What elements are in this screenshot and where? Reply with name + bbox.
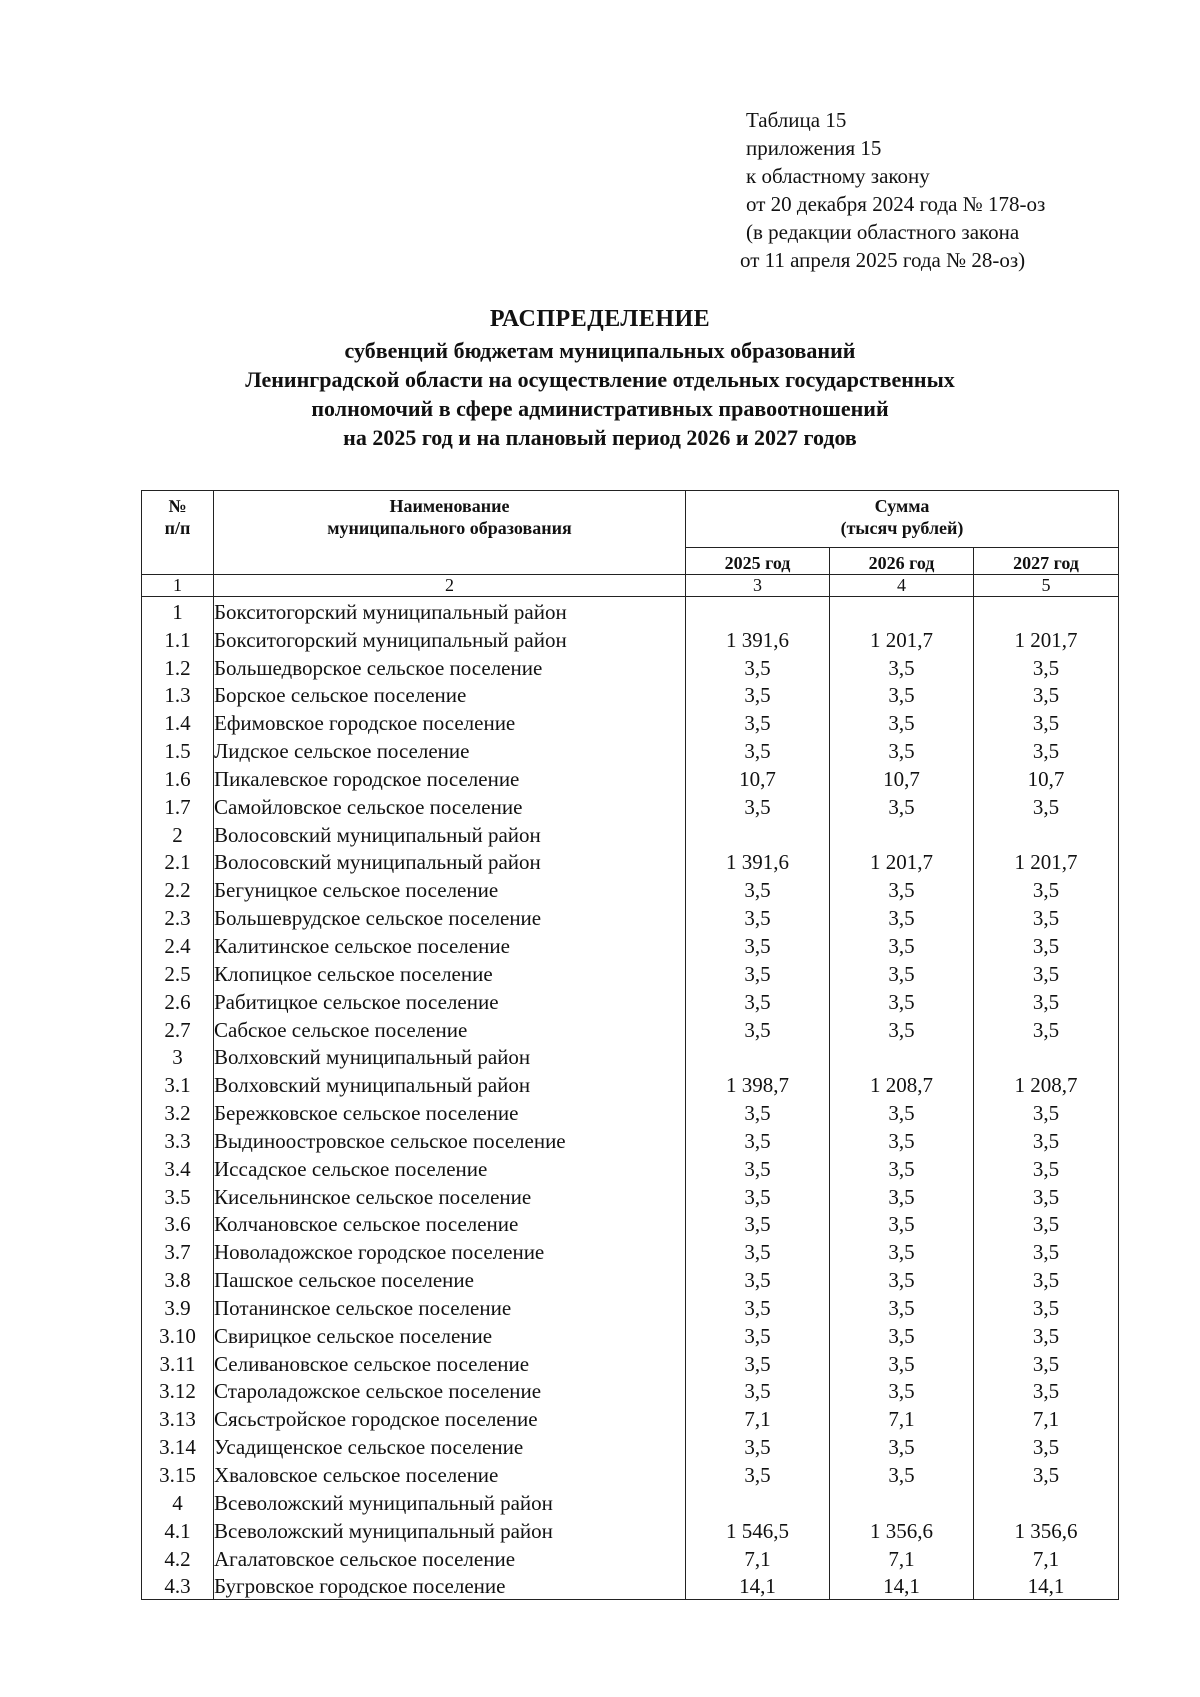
column-numbers-row: [142, 575, 1119, 597]
header-sum: Сумма (тысяч рублей): [686, 491, 1119, 548]
amount-2027: [974, 1488, 1119, 1516]
amount-2026: 3,5: [830, 681, 974, 709]
row-number: 3.15: [142, 1460, 214, 1488]
municipality-name: Бережковское сельское поселение: [214, 1098, 686, 1126]
municipality-name: Бокситогорский муниципальный район: [214, 597, 686, 625]
municipality-name: Пашское сельское поселение: [214, 1265, 686, 1293]
amount-2026: 3,5: [830, 987, 974, 1015]
table-row: [142, 1544, 1119, 1572]
municipality-name: Пикалевское городское поселение: [214, 764, 686, 792]
amount-2026: 14,1: [830, 1572, 974, 1600]
municipality-name: Сясьстройское городское поселение: [214, 1404, 686, 1432]
row-number: 1.1: [142, 625, 214, 653]
amount-2025: 14,1: [686, 1572, 830, 1600]
row-number: 3.13: [142, 1404, 214, 1432]
amount-2027: 7,1: [974, 1404, 1119, 1432]
column-number: 4: [830, 575, 974, 597]
title-line: полномочий в сфере административных правоотношений: [311, 396, 889, 421]
row-number: 3.12: [142, 1377, 214, 1405]
municipality-name: Клопицкое сельское поселение: [214, 959, 686, 987]
amount-2027: 3,5: [974, 987, 1119, 1015]
row-number: 3.3: [142, 1126, 214, 1154]
amount-2025: 3,5: [686, 1377, 830, 1405]
distribution-table: [141, 490, 1119, 1600]
table-row: [142, 1126, 1119, 1154]
amount-2025: 3,5: [686, 1015, 830, 1043]
amount-2025: 3,5: [686, 1210, 830, 1238]
amount-2027: 3,5: [974, 653, 1119, 681]
header-year-2026: 2026 год: [830, 548, 974, 575]
municipality-name: Волховский муниципальный район: [214, 1070, 686, 1098]
amount-2027: 3,5: [974, 736, 1119, 764]
amount-2027: 7,1: [974, 1544, 1119, 1572]
row-number: 3.14: [142, 1432, 214, 1460]
row-number: 3.11: [142, 1349, 214, 1377]
amount-2026: 3,5: [830, 1293, 974, 1321]
municipality-name: Борское сельское поселение: [214, 681, 686, 709]
column-number: 2: [214, 575, 686, 597]
table-row: [142, 681, 1119, 709]
row-number: 1.5: [142, 736, 214, 764]
title-line: субвенций бюджетам муниципальных образований: [344, 338, 856, 363]
table-row: [142, 931, 1119, 959]
amount-2025: [686, 1043, 830, 1071]
row-number: 3.7: [142, 1237, 214, 1265]
table-row: [142, 1015, 1119, 1043]
municipality-name: Селивановское сельское поселение: [214, 1349, 686, 1377]
amount-2026: 3,5: [830, 1126, 974, 1154]
amount-2027: 3,5: [974, 1460, 1119, 1488]
row-number: 2.7: [142, 1015, 214, 1043]
table-row: [142, 1404, 1119, 1432]
row-number: 3.8: [142, 1265, 214, 1293]
municipality-name: Самойловское сельское поселение: [214, 792, 686, 820]
table-row: [142, 820, 1119, 848]
municipality-name: Кисельнинское сельское поселение: [214, 1182, 686, 1210]
row-number: 4: [142, 1488, 214, 1516]
municipality-name: Бокситогорский муниципальный район: [214, 625, 686, 653]
municipality-name: Большедворское сельское поселение: [214, 653, 686, 681]
table-row: [142, 903, 1119, 931]
amount-2027: [974, 820, 1119, 848]
amount-2026: 3,5: [830, 736, 974, 764]
municipality-name: Калитинское сельское поселение: [214, 931, 686, 959]
annex-line: от 11 апреля 2025 года № 28-оз): [740, 248, 1026, 272]
row-number: 3: [142, 1043, 214, 1071]
row-number: 2.6: [142, 987, 214, 1015]
table-row: [142, 653, 1119, 681]
municipality-name: Всеволожский муниципальный район: [214, 1488, 686, 1516]
amount-2025: 3,5: [686, 792, 830, 820]
table-row: [142, 1349, 1119, 1377]
amount-2025: 1 546,5: [686, 1516, 830, 1544]
annex-line: от 20 декабря 2024 года № 178-оз: [746, 192, 1046, 216]
amount-2025: 1 391,6: [686, 848, 830, 876]
amount-2025: [686, 820, 830, 848]
amount-2025: 3,5: [686, 987, 830, 1015]
municipality-name: Лидское сельское поселение: [214, 736, 686, 764]
annex-reference: [740, 106, 1046, 274]
table-row: [142, 1293, 1119, 1321]
row-number: 4.2: [142, 1544, 214, 1572]
row-number: 2.4: [142, 931, 214, 959]
title-line: на 2025 год и на плановый период 2026 и 2027 годов: [343, 425, 857, 450]
amount-2025: [686, 597, 830, 625]
amount-2027: 3,5: [974, 1432, 1119, 1460]
row-number: 2.1: [142, 848, 214, 876]
annex-line: (в редакции областного закона: [746, 220, 1020, 244]
table-row: [142, 764, 1119, 792]
annex-line: приложения 15: [746, 136, 882, 160]
table-row: [142, 1182, 1119, 1210]
row-number: 3.10: [142, 1321, 214, 1349]
amount-2025: 3,5: [686, 1293, 830, 1321]
amount-2025: [686, 1488, 830, 1516]
annex-line: к областному закону: [746, 164, 930, 188]
amount-2026: 3,5: [830, 1237, 974, 1265]
title-line: Ленинградской области на осуществление отдельных государственных: [245, 367, 955, 392]
amount-2027: 1 208,7: [974, 1070, 1119, 1098]
amount-2027: 3,5: [974, 1377, 1119, 1405]
amount-2027: 3,5: [974, 1293, 1119, 1321]
amount-2026: 3,5: [830, 1377, 974, 1405]
municipality-name: Потанинское сельское поселение: [214, 1293, 686, 1321]
row-number: 3.6: [142, 1210, 214, 1238]
amount-2026: 3,5: [830, 903, 974, 931]
amount-2026: 7,1: [830, 1544, 974, 1572]
amount-2025: 3,5: [686, 1349, 830, 1377]
table-row: [142, 959, 1119, 987]
amount-2026: 3,5: [830, 792, 974, 820]
municipality-name: Бугровское городское поселение: [214, 1572, 686, 1600]
municipality-name: Волховский муниципальный район: [214, 1043, 686, 1071]
amount-2026: [830, 1043, 974, 1071]
table-row: [142, 1377, 1119, 1405]
amount-2026: 3,5: [830, 875, 974, 903]
table-body: [142, 597, 1119, 1600]
municipality-name: Агалатовское сельское поселение: [214, 1544, 686, 1572]
header-number: № п/п: [142, 491, 214, 575]
row-number: 3.1: [142, 1070, 214, 1098]
municipality-name: Рабитицкое сельское поселение: [214, 987, 686, 1015]
amount-2025: 3,5: [686, 1460, 830, 1488]
row-number: 1.3: [142, 681, 214, 709]
row-number: 2.3: [142, 903, 214, 931]
amount-2026: 3,5: [830, 1154, 974, 1182]
table-row: [142, 625, 1119, 653]
municipality-name: Колчановское сельское поселение: [214, 1210, 686, 1238]
table-row: [142, 736, 1119, 764]
municipality-name: Выдиноостровское сельское поселение: [214, 1126, 686, 1154]
amount-2025: 1 391,6: [686, 625, 830, 653]
document-title: [0, 305, 1200, 452]
municipality-name: Староладожское сельское поселение: [214, 1377, 686, 1405]
municipality-name: Новоладожское городское поселение: [214, 1237, 686, 1265]
amount-2025: 3,5: [686, 1265, 830, 1293]
table-row: [142, 1265, 1119, 1293]
table-row: [142, 848, 1119, 876]
row-number: 2.2: [142, 875, 214, 903]
municipality-name: Волосовский муниципальный район: [214, 820, 686, 848]
column-number: 1: [142, 575, 214, 597]
amount-2027: 3,5: [974, 708, 1119, 736]
amount-2027: 3,5: [974, 1015, 1119, 1043]
table-row: [142, 1572, 1119, 1600]
row-number: 2: [142, 820, 214, 848]
table-row: [142, 1070, 1119, 1098]
amount-2025: 3,5: [686, 1098, 830, 1126]
amount-2025: 10,7: [686, 764, 830, 792]
amount-2025: 3,5: [686, 1154, 830, 1182]
row-number: 4.1: [142, 1516, 214, 1544]
header-year-2027: 2027 год: [974, 548, 1119, 575]
amount-2026: 10,7: [830, 764, 974, 792]
header-name: Наименование муниципального образования: [214, 491, 686, 575]
amount-2027: 3,5: [974, 959, 1119, 987]
amount-2025: 3,5: [686, 736, 830, 764]
municipality-name: Всеволожский муниципальный район: [214, 1516, 686, 1544]
amount-2025: 3,5: [686, 959, 830, 987]
row-number: 1.2: [142, 653, 214, 681]
amount-2026: 1 201,7: [830, 625, 974, 653]
table-row: [142, 1154, 1119, 1182]
row-number: 3.2: [142, 1098, 214, 1126]
amount-2026: 3,5: [830, 653, 974, 681]
amount-2025: 3,5: [686, 653, 830, 681]
table-row: [142, 1516, 1119, 1544]
amount-2027: 3,5: [974, 875, 1119, 903]
amount-2026: 1 201,7: [830, 848, 974, 876]
row-number: 1.4: [142, 708, 214, 736]
amount-2026: 3,5: [830, 1265, 974, 1293]
table-row: [142, 987, 1119, 1015]
amount-2025: 7,1: [686, 1404, 830, 1432]
municipality-name: Иссадское сельское поселение: [214, 1154, 686, 1182]
amount-2026: 1 208,7: [830, 1070, 974, 1098]
municipality-name: Хваловское сельское поселение: [214, 1460, 686, 1488]
row-number: 3.9: [142, 1293, 214, 1321]
row-number: 1.7: [142, 792, 214, 820]
table-row: [142, 1098, 1119, 1126]
row-number: 1.6: [142, 764, 214, 792]
amount-2026: 3,5: [830, 1349, 974, 1377]
amount-2027: 3,5: [974, 1182, 1119, 1210]
amount-2027: 3,5: [974, 792, 1119, 820]
amount-2025: 7,1: [686, 1544, 830, 1572]
amount-2027: 3,5: [974, 1349, 1119, 1377]
amount-2025: 1 398,7: [686, 1070, 830, 1098]
amount-2026: 3,5: [830, 1460, 974, 1488]
amount-2025: 3,5: [686, 1182, 830, 1210]
amount-2026: 3,5: [830, 1210, 974, 1238]
amount-2026: 3,5: [830, 1098, 974, 1126]
row-number: 4.3: [142, 1572, 214, 1600]
amount-2026: 3,5: [830, 1321, 974, 1349]
municipality-name: Свирицкое сельское поселение: [214, 1321, 686, 1349]
table-row: [142, 1321, 1119, 1349]
amount-2025: 3,5: [686, 708, 830, 736]
amount-2027: [974, 1043, 1119, 1071]
amount-2026: 3,5: [830, 1182, 974, 1210]
municipality-name: Бегуницкое сельское поселение: [214, 875, 686, 903]
header-year-2025: 2025 год: [686, 548, 830, 575]
table-row: [142, 1488, 1119, 1516]
amount-2025: 3,5: [686, 1432, 830, 1460]
amount-2026: 3,5: [830, 959, 974, 987]
amount-2026: 1 356,6: [830, 1516, 974, 1544]
table-row: [142, 875, 1119, 903]
amount-2027: 3,5: [974, 1154, 1119, 1182]
table-row: [142, 597, 1119, 625]
amount-2026: 3,5: [830, 1015, 974, 1043]
amount-2027: 3,5: [974, 903, 1119, 931]
amount-2027: 3,5: [974, 1321, 1119, 1349]
amount-2025: 3,5: [686, 1126, 830, 1154]
amount-2027: 3,5: [974, 1265, 1119, 1293]
amount-2027: 3,5: [974, 1098, 1119, 1126]
municipality-name: Ефимовское городское поселение: [214, 708, 686, 736]
amount-2026: [830, 1488, 974, 1516]
amount-2027: 3,5: [974, 1126, 1119, 1154]
row-number: 1: [142, 597, 214, 625]
amount-2026: 7,1: [830, 1404, 974, 1432]
amount-2026: [830, 820, 974, 848]
amount-2025: 3,5: [686, 931, 830, 959]
column-number: 3: [686, 575, 830, 597]
row-number: 2.5: [142, 959, 214, 987]
municipality-name: Сабское сельское поселение: [214, 1015, 686, 1043]
table-row: [142, 1432, 1119, 1460]
amount-2027: 14,1: [974, 1572, 1119, 1600]
annex-line: Таблица 15: [746, 108, 847, 132]
amount-2027: 1 201,7: [974, 848, 1119, 876]
amount-2025: 3,5: [686, 681, 830, 709]
table-row: [142, 792, 1119, 820]
amount-2026: 3,5: [830, 708, 974, 736]
amount-2025: 3,5: [686, 1321, 830, 1349]
municipality-name: Волосовский муниципальный район: [214, 848, 686, 876]
amount-2027: 10,7: [974, 764, 1119, 792]
title-main: РАСПРЕДЕЛЕНИЕ: [489, 306, 711, 332]
amount-2026: [830, 597, 974, 625]
amount-2027: 3,5: [974, 1210, 1119, 1238]
table-row: [142, 1210, 1119, 1238]
amount-2025: 3,5: [686, 903, 830, 931]
amount-2026: 3,5: [830, 931, 974, 959]
municipality-name: Большеврудское сельское поселение: [214, 903, 686, 931]
amount-2027: 1 356,6: [974, 1516, 1119, 1544]
table-row: [142, 1237, 1119, 1265]
amount-2027: 3,5: [974, 1237, 1119, 1265]
municipality-name: Усадищенское сельское поселение: [214, 1432, 686, 1460]
amount-2027: 1 201,7: [974, 625, 1119, 653]
amount-2027: 3,5: [974, 931, 1119, 959]
amount-2025: 3,5: [686, 875, 830, 903]
table-row: [142, 708, 1119, 736]
amount-2026: 3,5: [830, 1432, 974, 1460]
table-row: [142, 1043, 1119, 1071]
column-number: 5: [974, 575, 1119, 597]
amount-2025: 3,5: [686, 1237, 830, 1265]
amount-2027: [974, 597, 1119, 625]
row-number: 3.4: [142, 1154, 214, 1182]
row-number: 3.5: [142, 1182, 214, 1210]
table-row: [142, 1460, 1119, 1488]
amount-2027: 3,5: [974, 681, 1119, 709]
